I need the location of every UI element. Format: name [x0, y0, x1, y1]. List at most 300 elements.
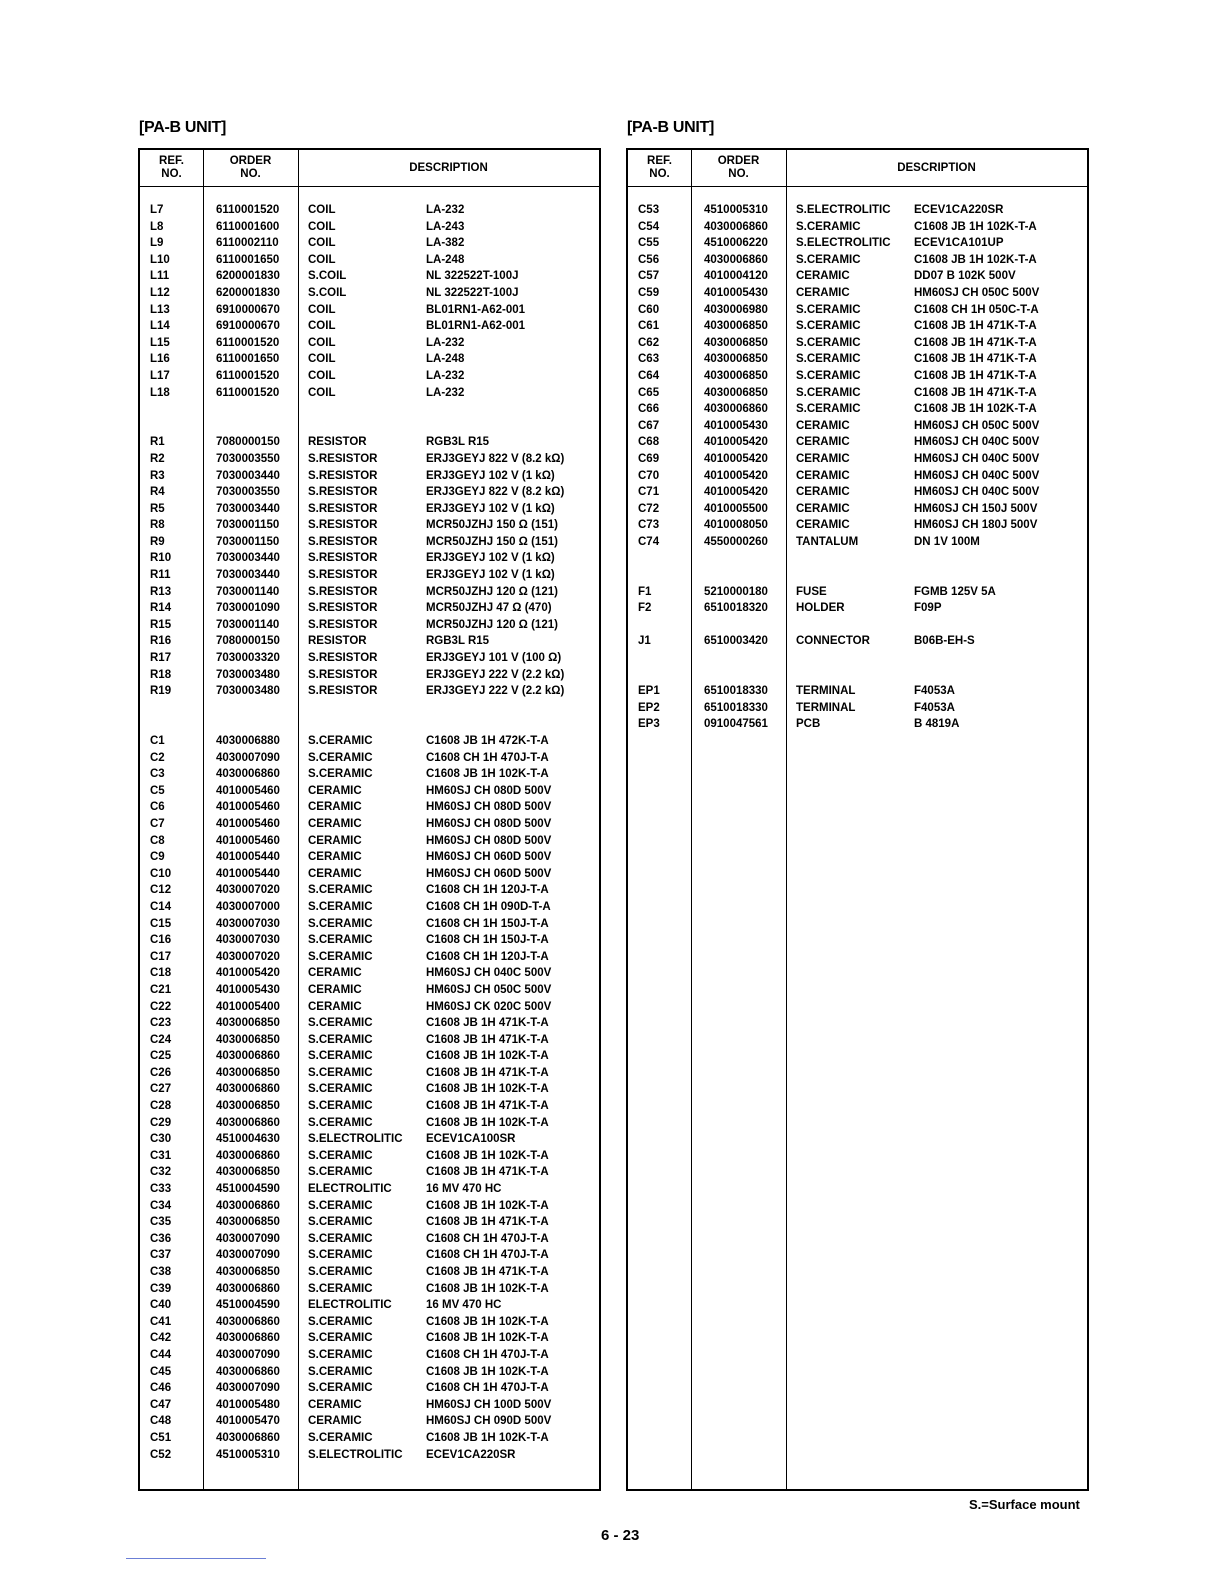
part-type-cell: S.CERAMIC [308, 900, 373, 913]
part-type-cell: CERAMIC [308, 784, 362, 797]
order-no-cell: 4030007090 [216, 751, 280, 764]
part-spec-cell: C1608 JB 1H 102K-T-A [426, 768, 549, 781]
order-no-cell: 6110001650 [216, 253, 280, 266]
part-spec-cell: C1608 JB 1H 102K-T-A [426, 1282, 549, 1295]
table-row [140, 916, 599, 933]
part-spec-cell: F09P [914, 602, 942, 615]
ref-no-cell: C48 [150, 1415, 172, 1428]
part-type-cell: S.CERAMIC [796, 303, 861, 316]
ref-no-cell: R8 [150, 519, 165, 532]
order-no-cell: 4510005310 [216, 1448, 280, 1461]
table-row [140, 468, 599, 485]
part-spec-cell: HM60SJ CH 060D 500V [426, 867, 552, 880]
part-spec-cell: ERJ3GEYJ 102 V (1 kΩ) [426, 552, 555, 565]
table-row [140, 816, 599, 833]
description-header: DESCRIPTION [897, 161, 976, 174]
ref-no-cell: C68 [638, 436, 660, 449]
part-spec-cell: C1608 JB 1H 102K-T-A [914, 403, 1037, 416]
part-spec-cell: C1608 CH 1H 470J-T-A [426, 1232, 549, 1245]
part-type-cell: S.RESISTOR [308, 452, 378, 465]
part-type-cell: CERAMIC [308, 834, 362, 847]
table-row [628, 401, 1087, 418]
order-no-cell: 4010005470 [216, 1415, 280, 1428]
part-spec-cell: C1608 JB 1H 102K-T-A [426, 1116, 549, 1129]
table-row [140, 1247, 599, 1264]
part-type-cell: COIL [308, 253, 336, 266]
table-row [628, 700, 1087, 717]
table-row [628, 683, 1087, 700]
table-row [140, 650, 599, 667]
order-no-cell: 4030006850 [216, 1216, 280, 1229]
ref-no-cell: L12 [150, 286, 170, 299]
part-type-cell: S.CERAMIC [308, 1083, 373, 1096]
part-spec-cell: C1608 JB 1H 471K-T-A [914, 386, 1037, 399]
ref-no-cell: C31 [150, 1149, 172, 1162]
ref-no-cell: C67 [638, 419, 660, 432]
part-spec-cell: HM60SJ CH 040C 500V [914, 452, 1040, 465]
order-no-cell: 4030007000 [216, 900, 280, 913]
part-type-cell: S.CERAMIC [796, 220, 861, 233]
part-spec-cell: ECEV1CA220SR [914, 204, 1004, 216]
part-type-cell: S.ELECTROLITIC [796, 237, 891, 250]
table-row [140, 1281, 599, 1298]
order-no-cell: 7030001150 [216, 519, 280, 532]
ref-no-cell: J1 [638, 635, 651, 648]
part-spec-cell: C1608 JB 1H 102K-T-A [426, 1083, 549, 1096]
table-row [140, 1015, 599, 1032]
table-row [140, 1098, 599, 1115]
part-type-cell: S.CERAMIC [796, 336, 861, 349]
table-row [628, 650, 1087, 667]
part-type-cell: CERAMIC [308, 867, 362, 880]
part-spec-cell: MCR50JZHJ 120 Ω (121) [426, 585, 558, 598]
ref-no-cell: C15 [150, 917, 172, 930]
table-row [628, 235, 1087, 252]
part-type-cell: FUSE [796, 585, 827, 598]
ref-no-cell: C71 [638, 486, 660, 499]
table-row [140, 849, 599, 866]
order-no-cell: 6110001520 [216, 386, 280, 399]
ref-no-cell: C18 [150, 967, 172, 980]
part-spec-cell: C1608 JB 1H 471K-T-A [426, 1017, 549, 1030]
ref-no-cell: C37 [150, 1249, 172, 1262]
ref-no-cell: C2 [150, 751, 165, 764]
part-spec-cell: C1608 JB 1H 102K-T-A [426, 1365, 549, 1378]
ref-no-cell: R10 [150, 552, 172, 565]
part-spec-cell: LA-232 [426, 369, 465, 382]
table-row [140, 766, 599, 783]
part-spec-cell: HM60SJ CH 090D 500V [426, 1415, 552, 1428]
order-no-cell: 4010005460 [216, 801, 280, 814]
ref-no-cell: C41 [150, 1315, 172, 1328]
part-spec-cell: C1608 CH 1H 150J-T-A [426, 934, 549, 947]
order-no-cell: 4010005420 [704, 469, 768, 482]
table-row [628, 484, 1087, 501]
part-type-cell: S.CERAMIC [308, 1033, 373, 1046]
table-row [140, 932, 599, 949]
table-row [140, 584, 599, 601]
part-type-cell: CERAMIC [308, 1415, 362, 1428]
part-spec-cell: C1608 JB 1H 471K-T-A [914, 336, 1037, 349]
part-spec-cell: HM60SJ CH 050C 500V [914, 286, 1040, 299]
part-spec-cell: ERJ3GEYJ 222 V (2.2 kΩ) [426, 668, 565, 681]
part-spec-cell: ERJ3GEYJ 101 V (100 Ω) [426, 652, 562, 665]
ref-no-header: REF. NO. [647, 155, 672, 180]
part-type-cell: CERAMIC [796, 270, 850, 283]
part-type-cell: S.CERAMIC [308, 735, 373, 747]
part-spec-cell: C1608 JB 1H 471K-T-A [426, 1033, 549, 1046]
order-no-cell: 6200001830 [216, 286, 280, 299]
part-type-cell: S.RESISTOR [308, 502, 378, 515]
ref-no-cell: C64 [638, 369, 660, 382]
ref-no-cell: C63 [638, 353, 660, 366]
part-spec-cell: DN 1V 100M [914, 535, 980, 548]
part-type-cell: S.CERAMIC [308, 1199, 373, 1212]
ref-no-cell: R5 [150, 502, 165, 515]
ref-no-header: REF. NO. [159, 155, 184, 180]
table-row [140, 1198, 599, 1215]
table-row [140, 1131, 599, 1148]
ref-no-cell: L16 [150, 353, 170, 366]
order-no-cell: 4030006860 [216, 1116, 280, 1129]
order-no-cell: 6110001650 [216, 353, 280, 366]
table-row [628, 302, 1087, 319]
part-spec-cell: C1608 JB 1H 471K-T-A [914, 369, 1037, 382]
order-no-cell: 4030006860 [216, 1149, 280, 1162]
part-spec-cell: HM60SJ CH 150J 500V [914, 502, 1038, 515]
part-type-cell: S.RESISTOR [308, 685, 378, 698]
table-row [140, 268, 599, 285]
part-type-cell: S.RESISTOR [308, 469, 378, 482]
part-type-cell: S.CERAMIC [308, 1282, 373, 1295]
part-spec-cell: HM60SJ CH 080D 500V [426, 801, 552, 814]
part-type-cell: CERAMIC [308, 1000, 362, 1013]
part-spec-cell: C1608 CH 1H 470J-T-A [426, 1348, 549, 1361]
table-row [140, 1314, 599, 1331]
order-no-cell: 4030006860 [216, 1431, 280, 1444]
part-type-cell: S.CERAMIC [308, 1149, 373, 1162]
part-type-cell: S.CERAMIC [308, 751, 373, 764]
part-type-cell: S.CERAMIC [308, 1332, 373, 1345]
ref-no-cell: C22 [150, 1000, 172, 1013]
ref-no-cell: C53 [638, 204, 660, 216]
part-type-cell: S.CERAMIC [308, 1315, 373, 1328]
ref-no-cell: C8 [150, 834, 165, 847]
ref-no-cell: C23 [150, 1017, 172, 1030]
order-no-cell: 7030001090 [216, 602, 280, 615]
ref-no-cell: C35 [150, 1216, 172, 1229]
part-spec-cell: LA-232 [426, 204, 465, 216]
order-no-cell: 4030006860 [216, 1282, 280, 1295]
part-type-cell: S.CERAMIC [796, 320, 861, 333]
ref-no-cell: C6 [150, 801, 165, 814]
ref-no-cell: R2 [150, 452, 165, 465]
ref-no-cell: C25 [150, 1050, 172, 1063]
ref-no-cell: C47 [150, 1398, 172, 1411]
order-no-cell: 4030006850 [704, 353, 768, 366]
table-row [140, 302, 599, 319]
order-no-cell: 4010005430 [216, 983, 280, 996]
table-row [628, 318, 1087, 335]
part-spec-cell: B 4819A [914, 718, 960, 731]
table-row [140, 1264, 599, 1281]
order-no-cell: 4030006850 [704, 320, 768, 333]
left-parts-table [138, 148, 601, 1491]
table-row [140, 700, 599, 717]
table-row [140, 501, 599, 518]
ref-no-cell: C59 [638, 286, 660, 299]
order-no-cell: 6510018320 [704, 602, 768, 615]
ref-no-cell: C32 [150, 1166, 172, 1179]
part-type-cell: S.ELECTROLITIC [308, 1448, 403, 1461]
order-no-cell: 4030007030 [216, 934, 280, 947]
left-rows [140, 202, 599, 1463]
ref-no-cell: C27 [150, 1083, 172, 1096]
table-row [140, 368, 599, 385]
order-no-cell: 4030006860 [216, 1332, 280, 1345]
order-no-cell: 7030003440 [216, 502, 280, 515]
table-row [140, 999, 599, 1016]
part-type-cell: ELECTROLITIC [308, 1183, 392, 1196]
order-no-cell: 4030006860 [216, 1199, 280, 1212]
part-spec-cell: C1608 CH 1H 150J-T-A [426, 917, 549, 930]
right-parts-table [626, 148, 1089, 1491]
part-spec-cell: C1608 JB 1H 471K-T-A [426, 1266, 549, 1278]
table-row [140, 716, 599, 733]
part-spec-cell: C1608 JB 1H 102K-T-A [426, 1199, 549, 1212]
part-spec-cell: ECEV1CA220SR [426, 1448, 516, 1461]
table-row [628, 434, 1087, 451]
part-type-cell: S.CERAMIC [308, 950, 373, 963]
part-spec-cell: ERJ3GEYJ 102 V (1 kΩ) [426, 469, 555, 482]
part-spec-cell: DD07 B 102K 500V [914, 270, 1016, 283]
table-row [628, 600, 1087, 617]
part-spec-cell: C1608 JB 1H 471K-T-A [914, 320, 1037, 333]
table-row [140, 484, 599, 501]
table-row [140, 833, 599, 850]
table-row [140, 733, 599, 750]
part-spec-cell: C1608 JB 1H 102K-T-A [914, 253, 1037, 266]
part-spec-cell: C1608 CH 1H 120J-T-A [426, 884, 549, 897]
order-no-cell: 7030003440 [216, 552, 280, 565]
table-row [140, 1048, 599, 1065]
order-no-cell: 4030006850 [216, 1033, 280, 1046]
ref-no-cell: C34 [150, 1199, 172, 1212]
order-no-cell: 4010005480 [216, 1398, 280, 1411]
order-no-cell: 4030007090 [216, 1348, 280, 1361]
table-row [140, 783, 599, 800]
order-no-cell: 4030006850 [704, 336, 768, 349]
order-no-cell: 4010005460 [216, 817, 280, 830]
ref-no-cell: C55 [638, 237, 660, 250]
order-no-cell: 4010005420 [704, 486, 768, 499]
table-row [140, 1081, 599, 1098]
part-type-cell: TERMINAL [796, 701, 856, 714]
order-no-cell: 0910047561 [704, 718, 768, 731]
part-type-cell: S.CERAMIC [308, 1050, 373, 1063]
ref-no-cell: C5 [150, 784, 165, 797]
order-no-cell: 4030006850 [704, 369, 768, 382]
table-row [140, 285, 599, 302]
part-spec-cell: C1608 CH 1H 120J-T-A [426, 950, 549, 963]
order-no-cell: 7030003440 [216, 469, 280, 482]
part-spec-cell: B06B-EH-S [914, 635, 975, 648]
ref-no-cell: C54 [638, 220, 660, 233]
table-row [140, 517, 599, 534]
order-no-cell: 4550000260 [704, 535, 768, 548]
part-type-cell: S.CERAMIC [308, 1266, 373, 1278]
order-no-header: ORDER NO. [229, 155, 272, 180]
part-type-cell: TERMINAL [796, 685, 856, 698]
ref-no-cell: C17 [150, 950, 172, 963]
part-spec-cell: 16 MV 470 HC [426, 1183, 502, 1196]
table-row [628, 584, 1087, 601]
part-spec-cell: HM60SJ CH 080D 500V [426, 834, 552, 847]
ref-no-cell: L13 [150, 303, 170, 316]
table-row [140, 949, 599, 966]
table-row [140, 1164, 599, 1181]
table-row [140, 434, 599, 451]
table-row [140, 1330, 599, 1347]
part-type-cell: S.CERAMIC [796, 253, 861, 266]
order-no-cell: 7030003550 [216, 486, 280, 499]
table-row [140, 385, 599, 402]
order-no-cell: 4510004630 [216, 1133, 280, 1146]
part-spec-cell: ERJ3GEYJ 822 V (8.2 kΩ) [426, 486, 565, 499]
order-no-cell: 4010005440 [216, 867, 280, 880]
part-type-cell: S.CERAMIC [308, 1232, 373, 1245]
surface-mount-footnote: S.=Surface mount [969, 1497, 1080, 1512]
table-row [140, 567, 599, 584]
part-type-cell: COIL [308, 369, 336, 382]
order-no-cell: 4030007030 [216, 917, 280, 930]
part-type-cell: CERAMIC [796, 286, 850, 299]
table-row [140, 1364, 599, 1381]
table-row [140, 1447, 599, 1464]
part-spec-cell: HM60SJ CH 040C 500V [914, 469, 1040, 482]
table-row [140, 1347, 599, 1364]
ref-no-cell: C46 [150, 1382, 172, 1395]
order-no-cell: 6510018330 [704, 701, 768, 714]
part-type-cell: COIL [308, 353, 336, 366]
ref-no-cell: R18 [150, 668, 172, 681]
ref-no-cell: C29 [150, 1116, 172, 1129]
order-no-cell: 4010005400 [216, 1000, 280, 1013]
part-spec-cell: C1608 CH 1H 090D-T-A [426, 900, 551, 913]
table-row [628, 219, 1087, 236]
table-row [628, 468, 1087, 485]
part-type-cell: S.CERAMIC [796, 386, 861, 399]
part-type-cell: CERAMIC [796, 486, 850, 499]
order-no-cell: 4030006850 [216, 1017, 280, 1030]
order-no-cell: 4030007090 [216, 1249, 280, 1262]
order-no-cell: 7080000150 [216, 436, 280, 449]
order-no-cell: 4030006860 [704, 253, 768, 266]
part-type-cell: S.CERAMIC [308, 1249, 373, 1262]
table-row [140, 351, 599, 368]
part-spec-cell: F4053A [914, 701, 955, 714]
part-spec-cell: C1608 JB 1H 102K-T-A [426, 1315, 549, 1328]
ref-no-cell: C28 [150, 1100, 172, 1113]
table-row [140, 1413, 599, 1430]
part-type-cell: CERAMIC [308, 967, 362, 980]
part-spec-cell: HM60SJ CH 080D 500V [426, 817, 552, 830]
table-row [628, 285, 1087, 302]
part-type-cell: S.RESISTOR [308, 585, 378, 598]
order-no-cell: 4030006850 [216, 1166, 280, 1179]
part-type-cell: S.CERAMIC [308, 1365, 373, 1378]
right-unit-title: [PA-B UNIT] [627, 119, 715, 136]
table-row [140, 965, 599, 982]
right-rows [628, 202, 1087, 733]
ref-no-cell: F1 [638, 585, 652, 598]
table-row [140, 451, 599, 468]
table-row [628, 451, 1087, 468]
order-no-cell: 4030007020 [216, 884, 280, 897]
part-spec-cell: HM60SJ CH 180J 500V [914, 519, 1038, 532]
order-no-cell: 4010005420 [704, 452, 768, 465]
order-no-cell: 4030007020 [216, 950, 280, 963]
part-spec-cell: RGB3L R15 [426, 635, 490, 648]
edge-rule [126, 1558, 266, 1559]
ref-no-cell: F2 [638, 602, 652, 615]
part-spec-cell: C1608 JB 1H 471K-T-A [914, 353, 1037, 366]
part-spec-cell: MCR50JZHJ 120 Ω (121) [426, 618, 558, 631]
table-row [140, 418, 599, 435]
ref-no-cell: C33 [150, 1183, 172, 1196]
table-row [628, 335, 1087, 352]
table-row [140, 750, 599, 767]
part-type-cell: S.CERAMIC [308, 1066, 373, 1079]
part-spec-cell: LA-232 [426, 336, 465, 349]
table-row [140, 534, 599, 551]
ref-no-cell: C39 [150, 1282, 172, 1295]
part-type-cell: S.ELECTROLITIC [796, 204, 891, 216]
order-no-cell: 7030003480 [216, 685, 280, 698]
order-no-cell: 4010005460 [216, 784, 280, 797]
ref-no-cell: R15 [150, 618, 172, 631]
part-spec-cell: HM60SJ CH 060D 500V [426, 851, 552, 864]
part-spec-cell: LA-248 [426, 353, 465, 366]
table-row [628, 501, 1087, 518]
ref-no-cell: C3 [150, 768, 165, 781]
table-row [140, 1214, 599, 1231]
order-no-cell: 4510004590 [216, 1183, 280, 1196]
ref-no-cell: R13 [150, 585, 172, 598]
part-spec-cell: HM60SJ CH 050C 500V [426, 983, 552, 996]
order-no-cell: 4010005430 [704, 419, 768, 432]
part-spec-cell: ERJ3GEYJ 102 V (1 kΩ) [426, 569, 555, 582]
part-spec-cell: HM60SJ CH 080D 500V [426, 784, 552, 797]
table-row [628, 534, 1087, 551]
ref-no-cell: L17 [150, 369, 170, 382]
ref-no-cell: C56 [638, 253, 660, 266]
table-row [628, 385, 1087, 402]
order-no-cell: 7030003440 [216, 569, 280, 582]
part-spec-cell: HM60SJ CH 040C 500V [426, 967, 552, 980]
order-no-cell: 4030006860 [216, 1365, 280, 1378]
part-spec-cell: C1608 JB 1H 102K-T-A [426, 1149, 549, 1162]
part-type-cell: S.CERAMIC [308, 1166, 373, 1179]
part-spec-cell: C1608 JB 1H 472K-T-A [426, 735, 549, 747]
ref-no-cell: C30 [150, 1133, 172, 1146]
part-spec-cell: C1608 JB 1H 102K-T-A [426, 1431, 549, 1444]
part-type-cell: CERAMIC [308, 851, 362, 864]
ref-no-cell: C73 [638, 519, 660, 532]
order-no-cell: 4010005500 [704, 502, 768, 515]
part-type-cell: CERAMIC [796, 502, 850, 515]
part-type-cell: S.RESISTOR [308, 652, 378, 665]
